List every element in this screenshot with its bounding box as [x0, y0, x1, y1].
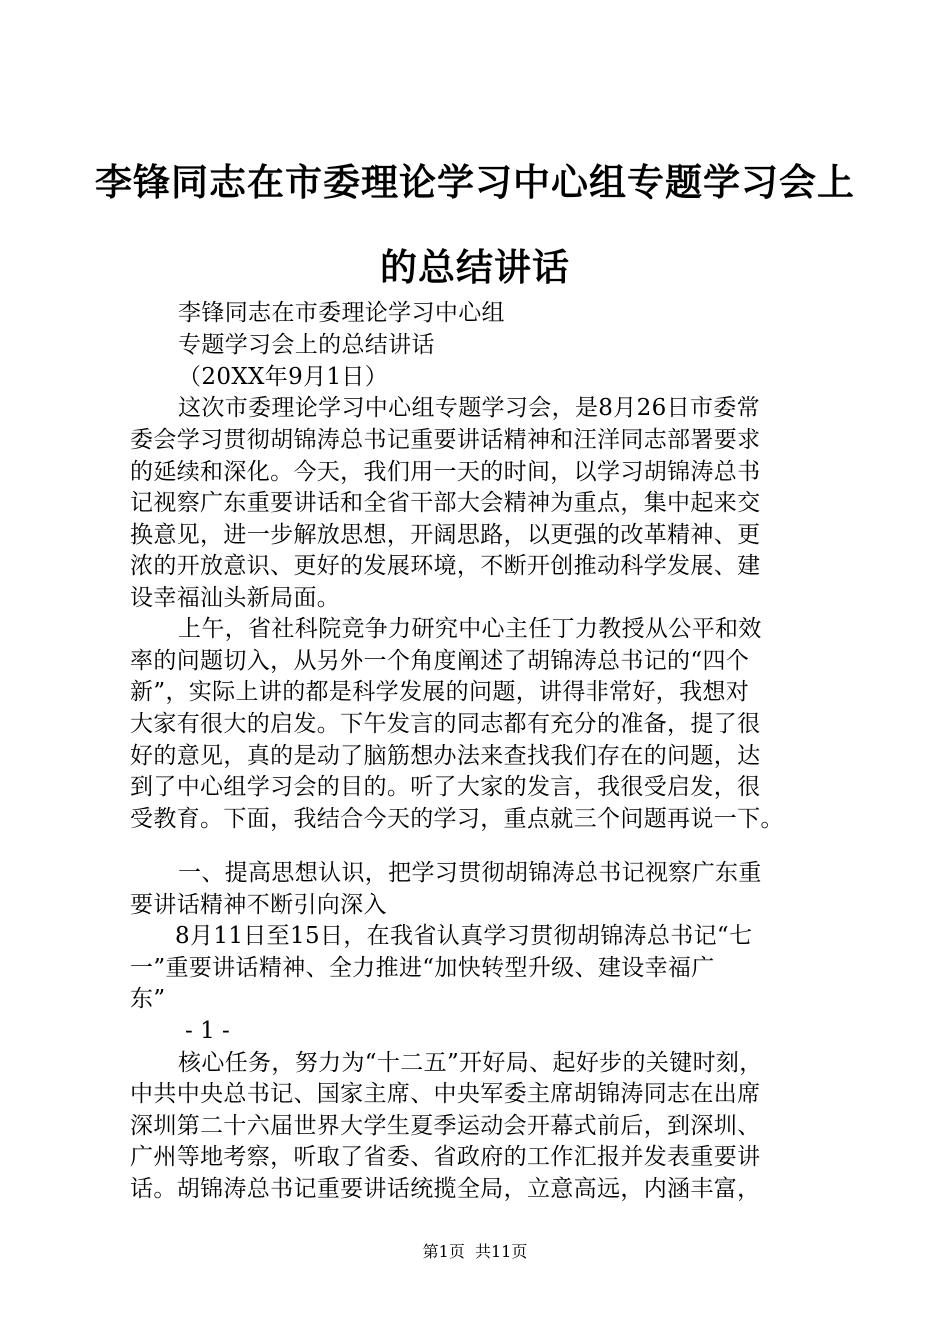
paragraph-line: 8月11日至15日，在我省认真学习贯彻胡锦涛总书记“七: [175, 923, 753, 949]
paragraph-line: 到了中心组学习会的目的。听了大家的发言，我很受启发，很: [130, 774, 761, 800]
paragraph-line: 换意见，进一步解放思想，开阔思路，以更强的改革精神、更: [130, 522, 761, 548]
paragraph-line: 受教育。下面，我结合今天的学习，重点就三个问题再说一下。: [130, 806, 784, 832]
document-date: （20XX年9月1日）: [178, 364, 389, 390]
paragraph-line: 广州等地考察，听取了省委、省政府的工作汇报并发表重要讲: [130, 1144, 761, 1170]
paragraph-line: 东”: [130, 986, 166, 1012]
paragraph-line: 上午，省社科院竞争力研究中心主任丁力教授从公平和效: [178, 616, 762, 642]
paragraph-line: 话。胡锦涛总书记重要讲话统揽全局，立意高远，内涵丰富，: [130, 1176, 761, 1202]
document-title-line-1: 李锋同志在市委理论学习中心组专题学习会上: [95, 161, 855, 204]
paragraph-line: 中共中央总书记、国家主席、中央军委主席胡锦涛同志在出席: [130, 1081, 761, 1107]
page-number: - 1 -: [185, 1018, 230, 1044]
paragraph-line: 深圳第二十六届世界大学生夏季运动会开幕式前后，到深圳、: [130, 1113, 761, 1139]
paragraph-line: 核心任务，努力为“十二五”开好局、起好步的关键时刻，: [178, 1050, 763, 1076]
paragraph-line: 好的意见，真的是动了脑筋想办法来查找我们存在的问题，达: [130, 743, 761, 769]
subtitle-line-1: 李锋同志在市委理论学习中心组: [178, 300, 505, 326]
paragraph-line: 新”，实际上讲的都是科学发展的问题，讲得非常好，我想对: [130, 679, 750, 705]
paragraph-line: 记视察广东重要讲话和全省干部大会精神为重点，集中起来交: [130, 490, 761, 516]
page-footer: 第1页 共11页: [422, 1242, 528, 1261]
paragraph-line: 率的问题切入，从另外一个角度阐述了胡锦涛总书记的“四个: [130, 648, 750, 674]
document-title-line-2: 的总结讲话: [380, 246, 570, 289]
paragraph-line: 的延续和深化。今天，我们用一天的时间，以学习胡锦涛总书: [130, 459, 761, 485]
paragraph-line: 一”重要讲话精神、全力推进“加快转型升级、建设幸福广: [130, 955, 715, 981]
subtitle-line-2: 专题学习会上的总结讲话: [178, 332, 435, 358]
paragraph-line: 设幸福汕头新局面。: [130, 585, 341, 611]
paragraph-line: 浓的开放意识、更好的发展环境，不断开创推动科学发展、建: [130, 553, 761, 579]
paragraph-line: 大家有很大的启发。下午发言的同志都有充分的准备，提了很: [130, 711, 761, 737]
paragraph-line: 委会学习贯彻胡锦涛总书记重要讲话精神和汪洋同志部署要求: [130, 427, 761, 453]
section-heading-line: 要讲话精神不断引向深入: [130, 892, 387, 918]
paragraph-line: 这次市委理论学习中心组专题学习会，是8月26日市委常: [178, 395, 760, 421]
section-heading-line: 一、提高思想认识，把学习贯彻胡锦涛总书记视察广东重: [178, 860, 762, 886]
